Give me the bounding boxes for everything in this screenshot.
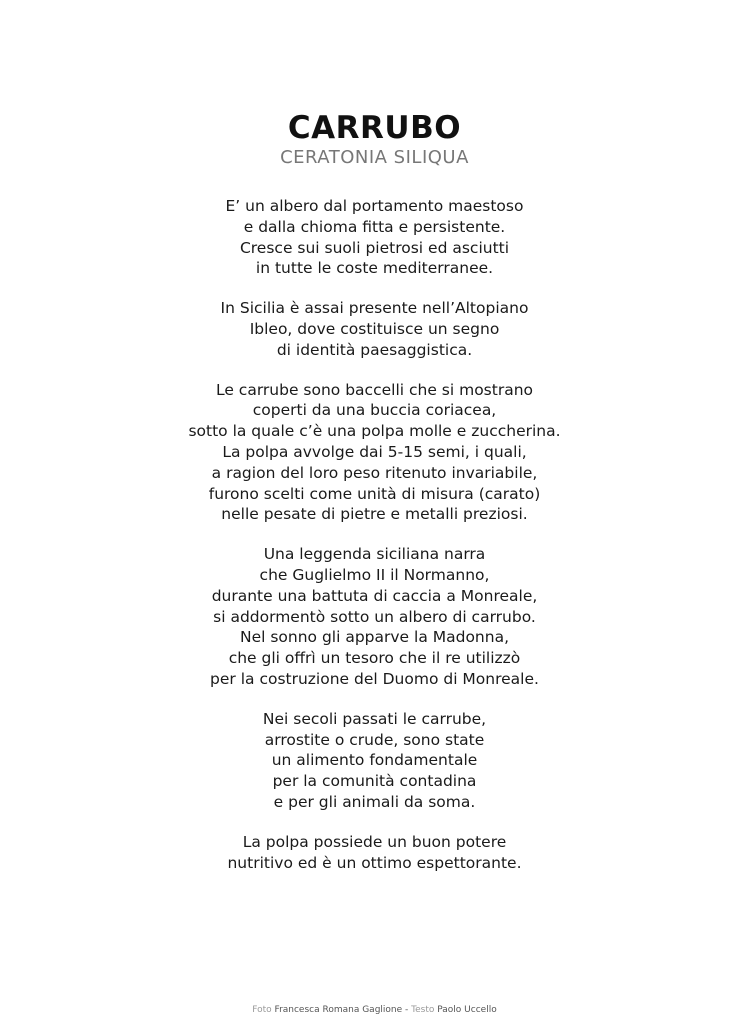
paragraph [0,709,749,813]
text-line: La polpa avvolge dai 5-15 semi, i quali, [222,442,527,461]
text-line: E’ un albero dal portamento maestoso [225,197,524,215]
text-line: e per gli animali da soma. [273,792,476,811]
text-line: Cresce sui suoli pietrosi ed asciutti [239,238,510,257]
text-line: a ragion del loro peso ritenuto invariabile, [211,463,538,482]
text-line: per la costruzione del Duomo di Monreale. [210,669,539,688]
page-title: CARRUBO [287,110,462,146]
text-line: per la comunità contadina [272,772,477,791]
text-line: Nei secoli passati le carrube, [262,709,487,728]
text-line: Le carrube sono baccelli che si mostrano [215,380,534,399]
text-line: di identità paesaggistica. [276,340,473,359]
text-line: Ibleo, dove costituisce un segno [249,319,500,338]
body-text [0,196,749,892]
paragraph [0,196,749,279]
text-line: nutritivo ed è un ottimo espettorante. [227,853,522,872]
text-line: che Guglielmo II il Normanno, [259,565,490,584]
text-line: che gli offrì un tesoro che il re utilizzò [228,649,521,668]
text-line: un alimento fondamentale [271,751,478,770]
photo-credit-name: Francesca Romana Gaglione [274,1005,403,1015]
text-line: Nel sonno gli apparve la Madonna, [239,628,510,647]
text-label: Testo [411,1005,435,1015]
text-line: e dalla chioma fitta e persistente. [243,217,506,236]
text-line: In Sicilia è assai presente nell’Altopiano [220,299,529,318]
text-line: La polpa possiede un buon potere [242,832,507,851]
text-line: arrostite o crude, sono state [264,730,485,749]
text-line: furono scelti come unità di misura (carato) [208,484,541,503]
page-subtitle: CERATONIA SILIQUA [280,147,469,168]
text-line: Una leggenda siciliana narra [263,545,486,564]
photo-label: Foto [252,1005,272,1015]
text-line: nelle pesate di pietre e metalli preziosi. [221,505,528,524]
text-line: in tutte le coste mediterranee. [255,259,494,278]
paragraph [0,380,749,526]
credits [0,1005,749,1015]
text-line: si addormentò sotto un albero di carrubo. [213,607,536,626]
text-line: durante una battuta di caccia a Monreale, [211,586,538,605]
text-line: sotto la quale c’è una polpa molle e zuccherina. [188,422,561,441]
paragraph [0,832,749,874]
paragraph [0,298,749,360]
text-line: coperti da una buccia coriacea, [252,401,497,420]
paragraph [0,544,749,690]
text-credit-name: Paolo Uccello [437,1005,497,1015]
credits-separator: - [405,1005,409,1015]
